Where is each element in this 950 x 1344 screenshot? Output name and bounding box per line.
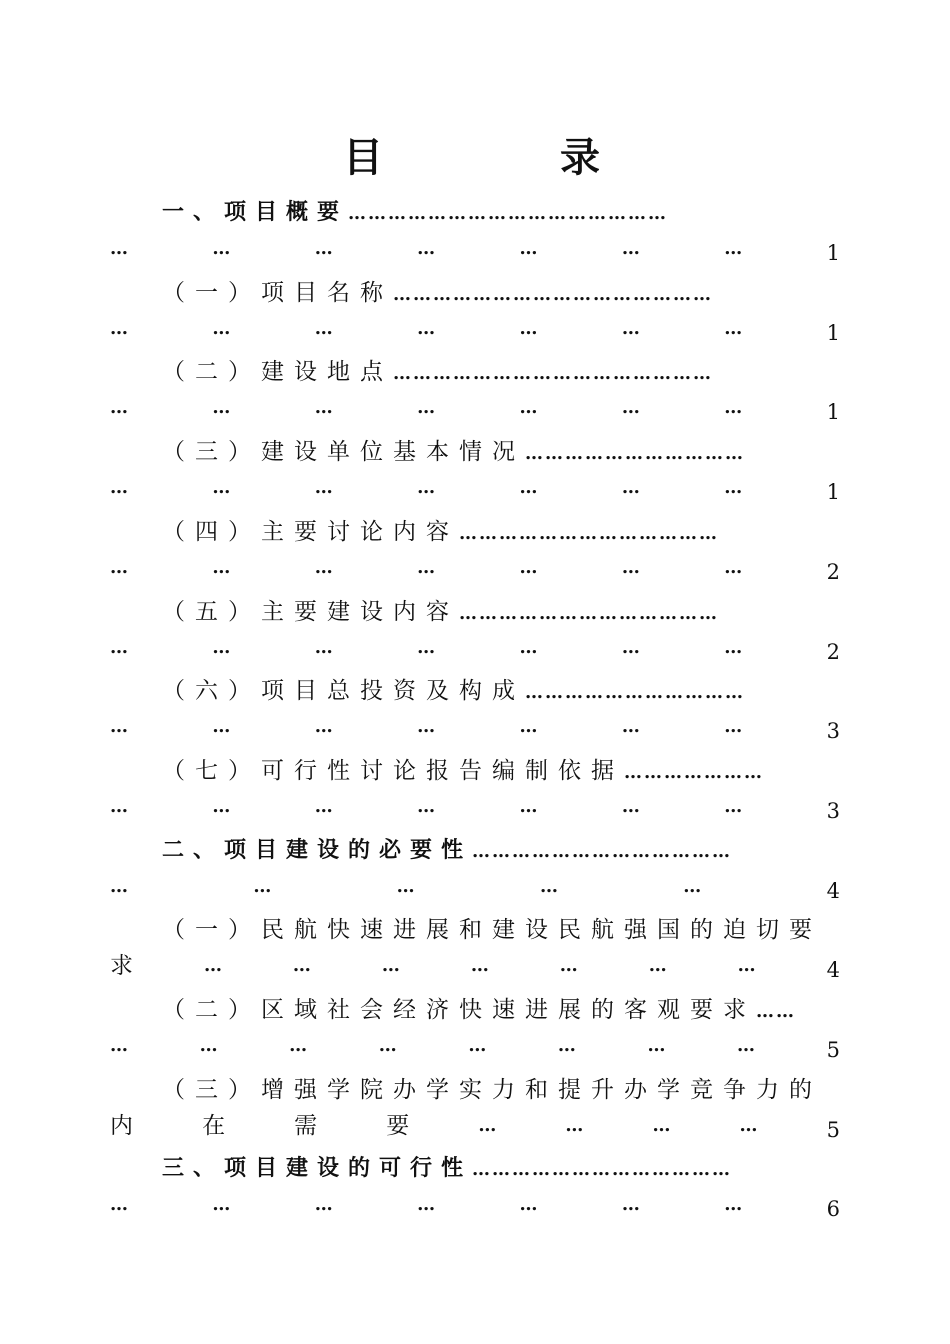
toc-leader-dot: …	[621, 397, 640, 418]
toc-leader-dot: …	[110, 876, 128, 897]
toc-leader-dot: …	[203, 955, 222, 976]
toc-leader-dot: …	[519, 557, 538, 578]
toc-leader-dot: …	[519, 716, 538, 737]
toc-leader-dot: …	[417, 397, 436, 418]
toc-leader-dot: …	[621, 318, 640, 339]
toc-page-number: 2	[826, 560, 840, 584]
toc-title-char-1: 目	[343, 135, 383, 181]
toc-page-number: 1	[826, 241, 840, 265]
toc-leader-dot: …	[212, 1194, 231, 1215]
toc-page-number: 4	[826, 958, 840, 982]
toc-leader-dot: …	[314, 796, 333, 817]
toc-entry-continuation	[110, 787, 840, 827]
toc-entry-title: 一、项目概要	[162, 200, 349, 225]
toc-entry-line[interactable]	[110, 831, 840, 871]
toc-entry-title: （五）主要建设内容	[162, 599, 459, 625]
toc-leader-dot: …	[621, 238, 640, 259]
toc-entry-title: （一）民航快速进展和建设民航强国的迫切要	[162, 917, 822, 943]
toc-leader-dot: …	[253, 876, 272, 897]
toc-entry-continuation	[110, 867, 840, 907]
toc-leader-dot: …	[110, 238, 128, 259]
toc-wrapped-char: 要	[386, 1113, 410, 1139]
toc-leader-dot: …	[519, 318, 538, 339]
toc-entry-continuation	[110, 1106, 840, 1146]
toc-leader-dot: …	[212, 716, 231, 737]
toc-leader-dot: …	[314, 318, 333, 339]
toc-leader-dots: …………………………………	[459, 523, 719, 544]
toc-leader-dots: ……………………………	[525, 443, 745, 464]
toc-leader-dot: …	[683, 876, 702, 897]
toc-leader-dot: …	[417, 318, 436, 339]
toc-entry-line[interactable]	[110, 512, 840, 552]
toc-leader-dot: …	[724, 796, 743, 817]
toc-page-number: 4	[826, 879, 840, 903]
toc-leader-dots: …………………………………………	[393, 284, 713, 305]
toc-leader-dot: …	[289, 1035, 308, 1056]
toc-page-number: 5	[826, 1038, 840, 1062]
toc-leader-dot: …	[212, 796, 231, 817]
toc-leader-dot: …	[470, 955, 489, 976]
toc-entry-line[interactable]	[110, 990, 840, 1030]
toc-entry-continuation	[110, 388, 840, 428]
toc-leader-dot: …	[519, 796, 538, 817]
toc-leader-dots: …………………………………	[459, 603, 719, 624]
toc-leader-dot: …	[468, 1035, 487, 1056]
toc-leader-dots: ……	[756, 1001, 796, 1022]
toc-entry-title: （二）区域社会经济快速进展的客观要求	[162, 997, 756, 1023]
toc-leader-dot: …	[110, 318, 128, 339]
toc-entry-line[interactable]	[110, 751, 840, 791]
toc-entry-title: （六）项目总投资及构成	[162, 678, 525, 704]
toc-leader-dot: …	[212, 637, 231, 658]
toc-leader-dot: …	[621, 637, 640, 658]
toc-leader-dot: …	[110, 1035, 128, 1056]
toc-leader-dot: …	[292, 955, 311, 976]
toc-page-number: 3	[826, 719, 840, 743]
toc-page-number: 1	[826, 321, 840, 345]
toc-leader-dot: …	[212, 318, 231, 339]
toc-leader-dot: …	[724, 477, 743, 498]
toc-leader-dot: …	[110, 477, 128, 498]
toc-leader-dot: …	[621, 1194, 640, 1215]
toc-leader-dot: …	[724, 637, 743, 658]
toc-leader-dot: …	[199, 1035, 218, 1056]
toc-leader-dot: …	[519, 1194, 538, 1215]
toc-leader-dot: …	[212, 557, 231, 578]
toc-leader-dot: …	[417, 796, 436, 817]
toc-leader-dot: …	[417, 238, 436, 259]
toc-leader-dot: …	[652, 1115, 671, 1136]
toc-leader-dot: …	[565, 1115, 584, 1136]
toc-leader-dot: …	[110, 637, 128, 658]
toc-leader-dot: …	[519, 477, 538, 498]
toc-entry-title: （三）建设单位基本情况	[162, 439, 525, 465]
toc-leader-dot: …	[314, 238, 333, 259]
toc-leader-dot: …	[110, 557, 128, 578]
toc-leader-dot: …	[621, 477, 640, 498]
toc-entry-continuation	[110, 229, 840, 269]
toc-leader-dot: …	[417, 1194, 436, 1215]
toc-leader-dot: …	[724, 397, 743, 418]
toc-page-number: 3	[826, 799, 840, 823]
toc-entry-continuation	[110, 628, 840, 668]
toc-title-char-2: 录	[560, 135, 600, 181]
toc-leader-dot: …	[110, 796, 128, 817]
toc-entry-title: （一）项目名称	[162, 280, 393, 306]
toc-entry-title: 三、项目建设的可行性	[162, 1156, 473, 1181]
toc-leader-dot: …	[417, 716, 436, 737]
toc-entry-continuation	[110, 548, 840, 588]
toc-entry-line[interactable]	[110, 432, 840, 472]
toc-title	[0, 133, 950, 183]
toc-leader-dot: …	[212, 238, 231, 259]
toc-leader-dot: …	[737, 1035, 756, 1056]
toc-page-number: 2	[826, 640, 840, 664]
toc-leader-dot: …	[314, 716, 333, 737]
toc-page-number: 1	[826, 400, 840, 424]
toc-entry-continuation	[110, 309, 840, 349]
toc-leader-dot: …	[519, 637, 538, 658]
toc-leader-dot: …	[724, 1194, 743, 1215]
toc-entry-line[interactable]	[110, 193, 840, 233]
toc-leader-dot: …	[314, 557, 333, 578]
toc-leader-dot: …	[737, 955, 756, 976]
toc-leader-dot: …	[647, 1035, 666, 1056]
toc-leader-dot: …	[724, 716, 743, 737]
toc-wrapped-char: 在	[202, 1113, 226, 1139]
toc-entry-line[interactable]	[110, 352, 840, 392]
toc-entry-title: （七）可行性讨论报告编制依据	[162, 758, 624, 784]
toc-leader-dot: …	[739, 1115, 758, 1136]
toc-leader-dot: …	[417, 557, 436, 578]
toc-entry-continuation	[110, 1026, 840, 1066]
toc-wrapped-char: 内	[110, 1113, 133, 1139]
toc-entry-title: 二、项目建设的必要性	[162, 838, 473, 863]
toc-leader-dot: …	[724, 318, 743, 339]
toc-leader-dot: …	[621, 716, 640, 737]
toc-leader-dots: …………………………………………	[348, 203, 669, 224]
toc-leader-dot: …	[621, 796, 640, 817]
toc-wrapped-char: 求	[110, 953, 133, 979]
toc-leader-dot: …	[621, 557, 640, 578]
toc-leader-dot: …	[212, 397, 231, 418]
toc-leader-dot: …	[539, 876, 558, 897]
toc-entry-continuation	[110, 946, 840, 986]
toc-leader-dot: …	[557, 1035, 576, 1056]
toc-entry-title: （四）主要讨论内容	[162, 519, 459, 545]
toc-leader-dots: …………………………………	[472, 1159, 733, 1180]
toc-leader-dot: …	[314, 477, 333, 498]
toc-entry-line[interactable]	[110, 1149, 840, 1189]
toc-leader-dot: …	[559, 955, 578, 976]
toc-leader-dot: …	[314, 1194, 333, 1215]
toc-page-number: 6	[826, 1197, 840, 1221]
toc-leader-dot: …	[110, 397, 128, 418]
toc-leader-dot: …	[110, 1194, 128, 1215]
toc-leader-dot: …	[314, 397, 333, 418]
toc-entry-continuation	[110, 707, 840, 747]
toc-leader-dot: …	[724, 238, 743, 259]
toc-entry-continuation	[110, 1185, 840, 1225]
toc-leader-dot: …	[381, 955, 400, 976]
toc-leader-dot: …	[724, 557, 743, 578]
toc-wrapped-char: 需	[294, 1113, 318, 1139]
toc-entry-line[interactable]	[110, 592, 840, 632]
toc-leader-dot: …	[396, 876, 415, 897]
toc-leader-dots: …………………………………	[472, 841, 733, 862]
toc-entry-title: （二）建设地点	[162, 359, 393, 385]
toc-leader-dots: …………………………………………	[393, 363, 713, 384]
toc-page-number: 5	[826, 1118, 840, 1142]
toc-leader-dot: …	[417, 637, 436, 658]
toc-entry-line[interactable]	[110, 273, 840, 313]
toc-leader-dot: …	[417, 477, 436, 498]
toc-leader-dot: …	[519, 238, 538, 259]
toc-leader-dot: …	[110, 716, 128, 737]
toc-entry-line[interactable]	[110, 671, 840, 711]
toc-page-number: 1	[826, 480, 840, 504]
toc-leader-dot: …	[648, 955, 667, 976]
toc-leader-dots: ……………………………	[525, 682, 745, 703]
toc-leader-dot: …	[314, 637, 333, 658]
toc-leader-dots: …………………	[624, 762, 764, 783]
toc-entry-continuation	[110, 468, 840, 508]
toc-leader-dot: …	[519, 397, 538, 418]
toc-entry-title: （三）增强学院办学实力和提升办学竞争力的	[162, 1077, 822, 1103]
toc-leader-dot: …	[212, 477, 231, 498]
toc-leader-dot: …	[478, 1115, 497, 1136]
toc-leader-dot: …	[378, 1035, 397, 1056]
toc-entry-line[interactable]	[110, 1070, 840, 1110]
toc-entry-line[interactable]	[110, 910, 840, 950]
